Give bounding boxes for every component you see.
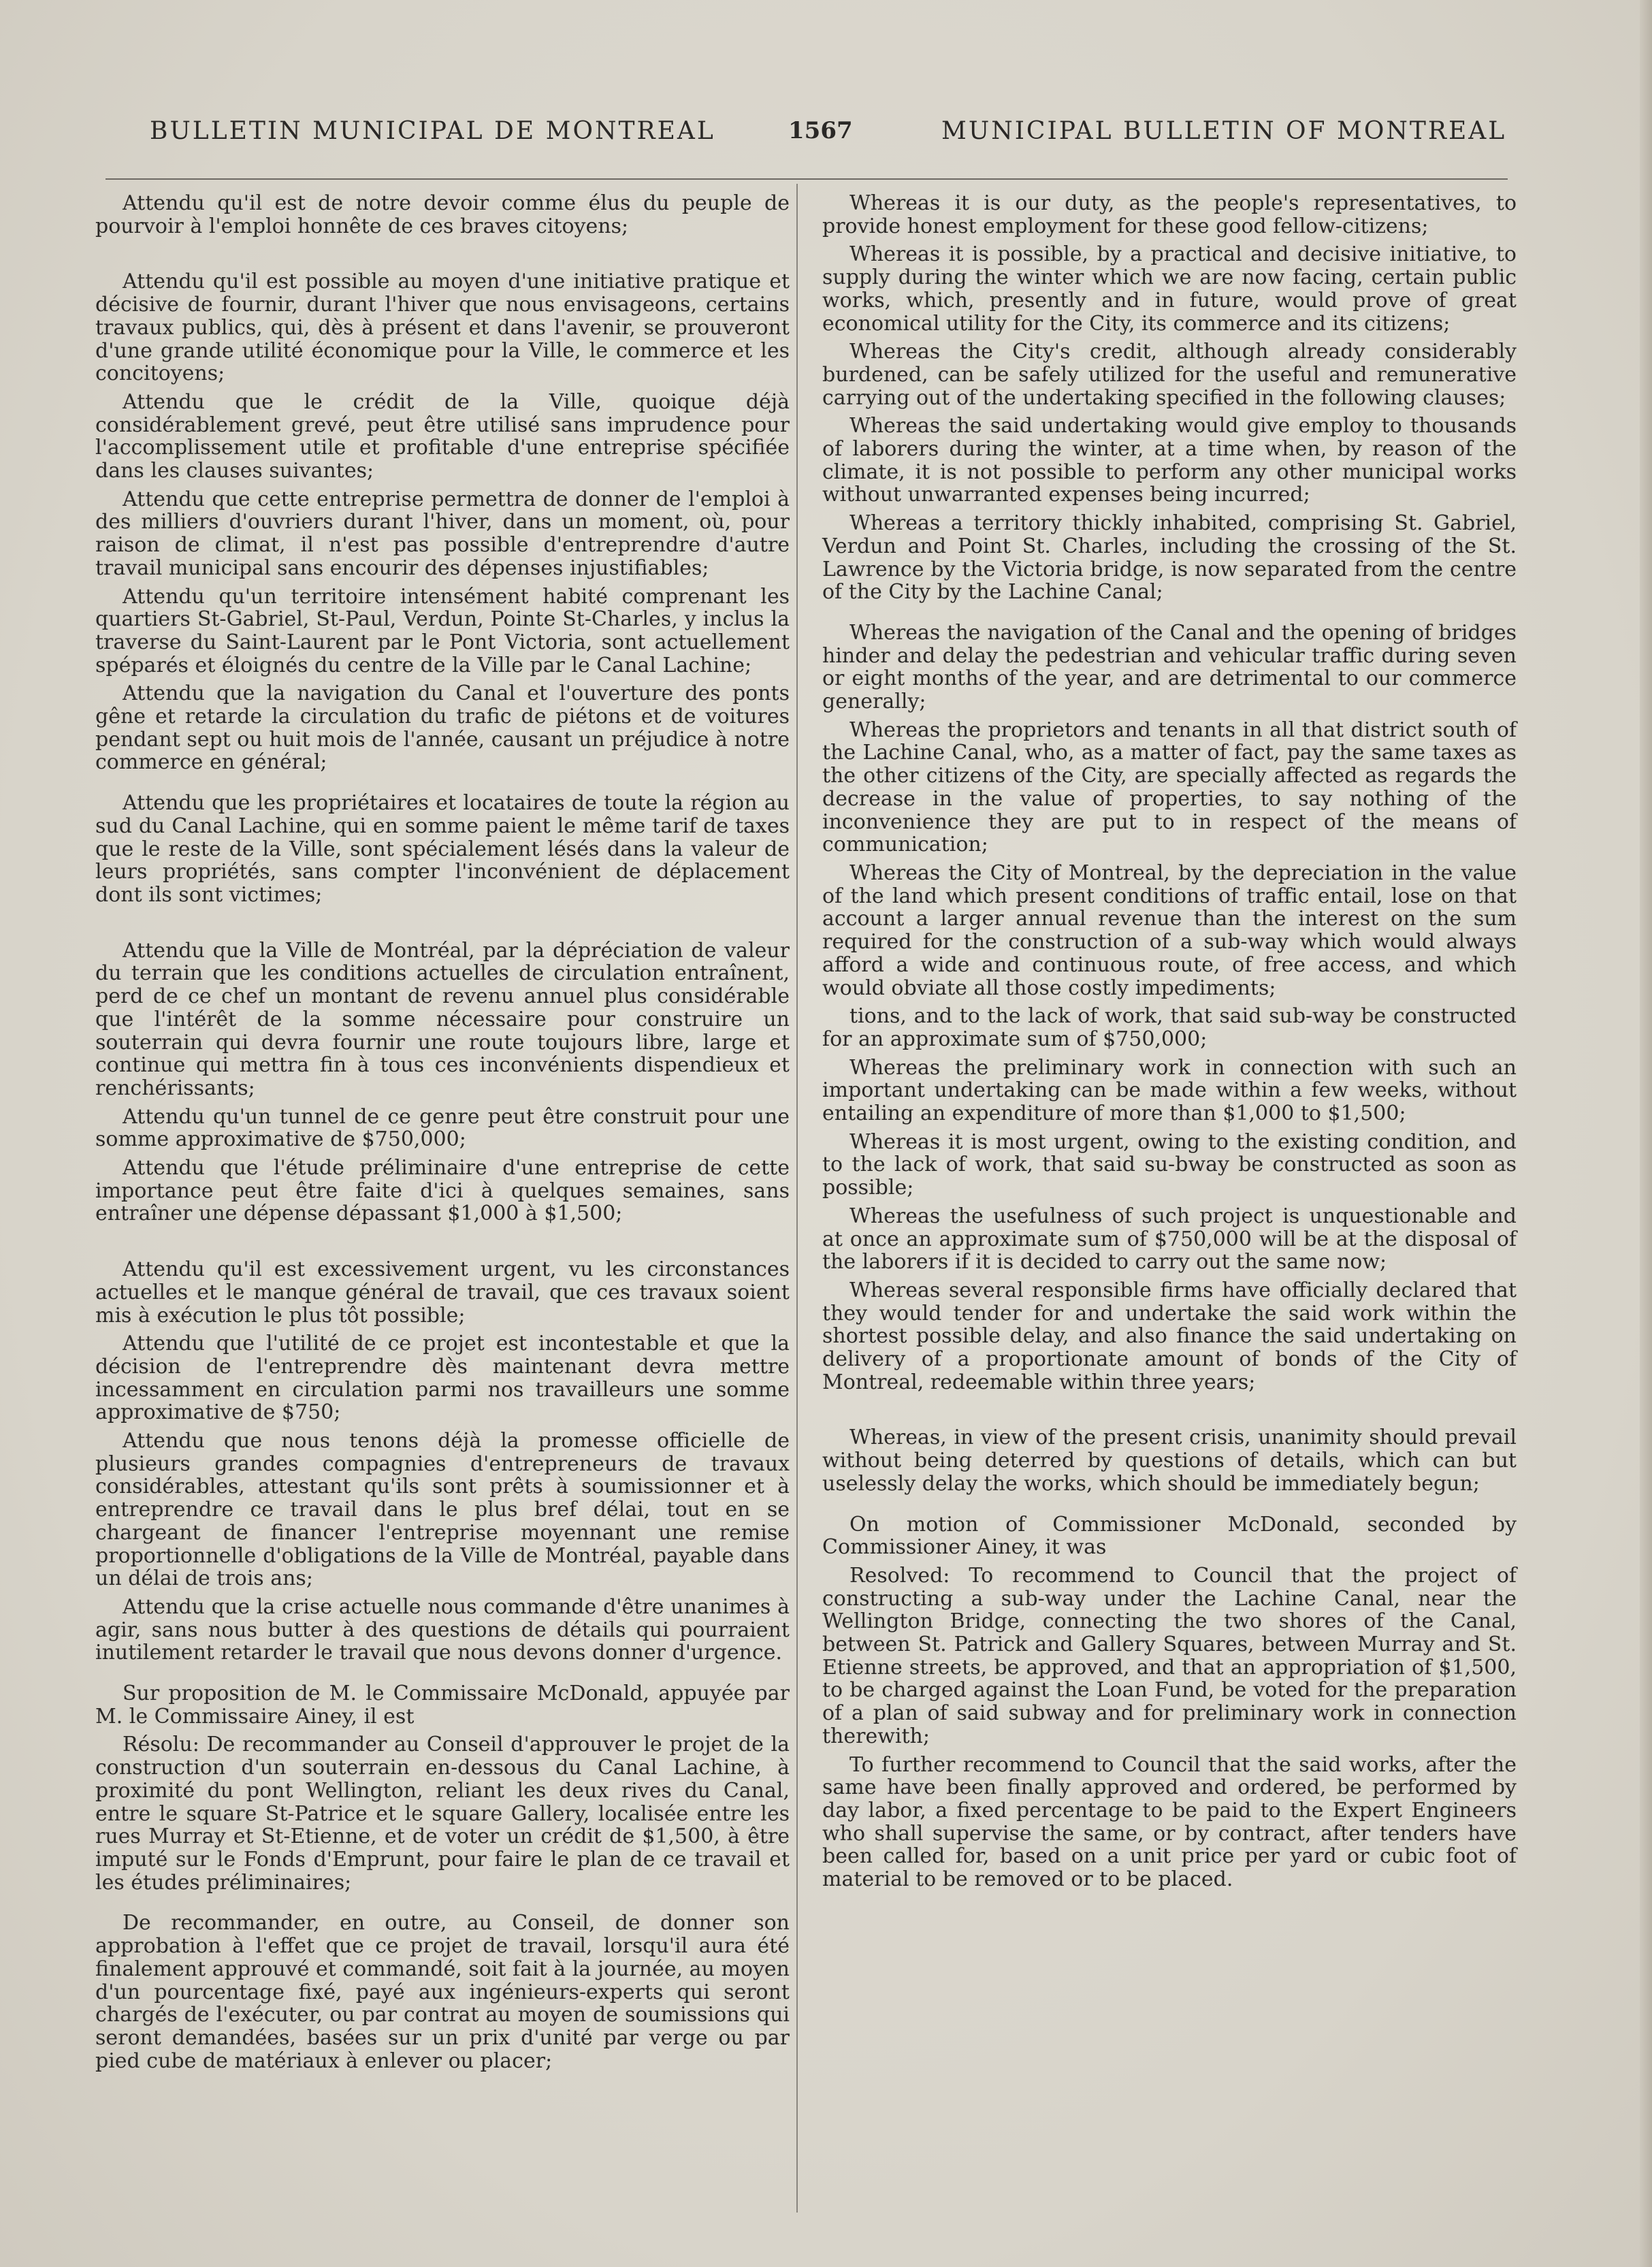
paragraph-fr-8: Attendu que la Ville de Montréal, par la dépréciation de valeur du terrain que les conditions actuelles de circulation entraînent, perd de ce chef un montant de revenu annuel plus considérable que l'intérêt de la somme nécessaire pour construire un souterrain qui devra fournir une route toujours libre, large et continue qui mettra fin à tous ces inconvénients dispendieux et renchérissants; bbox=[95, 938, 790, 1100]
motion-en: On motion of Commissioner McDonald, seconded by Commissioner Ainey, it was bbox=[822, 1512, 1517, 1560]
paragraph-fr-5: Attendu qu'un territoire intensément habité comprenant les quartiers St-Gabriel, St-Paul, Verdun, Pointe St-Charles, y inclus la traverse du Saint-Laurent par le Pont Victoria, sont actuellement spéparés et éloignés du centre de la Ville par le Canal Lachine; bbox=[95, 584, 790, 677]
recommendation-fr: De recommander, en outre, au Conseil, de donner son approbation à l'effet que ce projet de travail, lorsqu'il aura été finalement approuvé et commandé, soit fait à la journée, au moyen d'un pourcentage fixé, payé aux ingénieurs-experts qui seront chargés de l'exécuter, ou par contrat au moyen de soumissions qui seront demandées, basées sur un prix d'unité par verge ou par pied cube de matériaux à enlever ou placer; bbox=[95, 1911, 790, 2073]
recommendation-en: To further recommend to Council that the said works, after the same have been finally approved and ordered, be performed by day labor, a fixed percentage to be paid to the Expert Engineers who shall supervise the same, or by contract, after tenders have been called for, based on a unit price per yard or cubic foot of material to be removed or to be placed. bbox=[822, 1752, 1517, 1892]
paragraph-fr-6: Attendu que la navigation du Canal et l'ouverture des ponts gêne et retarde la circulation du trafic de piétons et de voitures pendant sept ou huit mois de l'année, causant un préjudice à notre commerce en général; bbox=[95, 681, 790, 775]
column-divider bbox=[796, 184, 798, 2213]
motion-fr: Sur proposition de M. le Commissaire McDonald, appuyée par M. le Commissaire Ainey, il est bbox=[95, 1682, 790, 1729]
resolution-en: Resolved: To recommend to Council that the project of constructing a sub-way under the Lachine Canal, near the Wellington Bridge, connecting the two shores of the Canal, between St. Patrick and Gallery Squares, between Murray and St. Etienne streets, be approved, and that an appropriation of $1,500, to be charged against the Loan Fund, be voted for the preparation of a plan of said subway and for preliminary work in connection therewith; bbox=[822, 1563, 1517, 1748]
paragraph-fr-4: Attendu que cette entreprise permettra de donner de l'emploi à des milliers d'ouvriers durant l'hiver, dans un moment, où, pour raison de climat, il n'est pas possible d'entreprendre d'autre travail municipal sans encourir des dépenses injustifiables; bbox=[95, 487, 790, 580]
paragraph-fr-3: Attendu que le crédit de la Ville, quoique déjà considérablement grevé, peut être utilisé sans imprudence pour l'accomplissement utile et profitable d'une entreprise spécifiée dans les clauses suivantes; bbox=[95, 389, 790, 483]
paragraph-en-11: Whereas it is most urgent, owing to the existing condition, and to the lack of work, that said su-bway be constructed as soon as possible; bbox=[822, 1129, 1517, 1200]
paragraph-fr-11: Attendu qu'il est excessivement urgent, vu les circonstances actuelles et le manque général de travail, que ces travaux soient mis à exécution le plus tôt possible; bbox=[95, 1257, 790, 1328]
paragraph-en-3: Whereas the City's credit, although already considerably burdened, can be safely utilized for the useful and remunerative carrying out of the undertaking specified in the following clauses; bbox=[822, 340, 1517, 410]
paragraph-en-6: Whereas the navigation of the Canal and the opening of bridges hinder and delay the pedestrian and vehicular traffic during seven or eight months of the year, and are detrimental to our commerce generally; bbox=[822, 620, 1517, 714]
paragraph-en-7: Whereas the proprietors and tenants in all that district south of the Lachine Canal, who, as a matter of fact, pay the same taxes as the other citizens of the City, are specially affected as regards the decrease in the value of properties, to say nothing of the inconvenience they are put to in respect of the means of communication; bbox=[822, 718, 1517, 857]
paragraph-en-1: Whereas it is our duty, as the people's representatives, to provide honest employment for these good fellow-citizens; bbox=[822, 191, 1517, 238]
paragraph-en-9: tions, and to the lack of work, that said sub-way be constructed for an approximate sum of $750,000; bbox=[822, 1004, 1517, 1051]
page-edge-shadow bbox=[1640, 0, 1652, 2267]
paragraph-fr-14: Attendu que la crise actuelle nous commande d'être unanimes à agir, sans nous butter à des questions de détails qui pourraient inutilement retarder le travail que nous devons donner d'urgence. bbox=[95, 1594, 790, 1665]
resolution-fr: Résolu: De recommander au Conseil d'approuver le projet de la construction d'un souterrain en-dessous du Canal Lachine, à proximité du pont Wellington, reliant les deux rives du Canal, entre le square St-Patrice et le square Gallery, localisée entre les rues Murray et St-Etienne, et de voter un crédit de $1,500, à être imputé sur le Fonds d'Emprunt, pour faire le plan de ce travail et les études préliminaires; bbox=[95, 1733, 790, 1895]
header-title-english: MUNICIPAL BULLETIN OF MONTREAL bbox=[941, 117, 1507, 145]
paragraph-en-5: Whereas a territory thickly inhabited, comprising St. Gabriel, Verdun and Point St. Charles, including the crossing of the St. Lawrence by the Victoria bridge, is now separated from the centre of the City by the Lachine Canal; bbox=[822, 511, 1517, 605]
paragraph-en-14: Whereas, in view of the present crisis, unanimity should prevail without being deterred by questions of details, which can but uselessly delay the works, which should be immediately begun; bbox=[822, 1426, 1517, 1496]
paragraph-fr-2: Attendu qu'il est possible au moyen d'une initiative pratique et décisive de fournir, durant l'hiver que nous envisageons, certains travaux publics, qui, dès à présent et dans l'avenir, se prouveront d'une grande utilité économique pour la Ville, le commerce et les concitoyens; bbox=[95, 270, 790, 386]
english-column bbox=[822, 192, 1517, 1891]
page-number: 1567 bbox=[788, 117, 853, 144]
french-column bbox=[95, 192, 790, 2072]
header-rule bbox=[106, 178, 1508, 180]
paragraph-fr-7: Attendu que les propriétaires et locataires de toute la région au sud du Canal Lachine, qui en somme paient le même tarif de taxes que le reste de la Ville, sont spécialement lésés dans la valeur de leurs propriétés, sans compter l'inconvénient de déplacement dont ils sont victimes; bbox=[95, 791, 790, 907]
header-title-french: BULLETIN MUNICIPAL DE MONTREAL bbox=[150, 117, 715, 145]
paragraph-fr-9: Attendu qu'un tunnel de ce genre peut être construit pour une somme approximative de $750,000; bbox=[95, 1104, 790, 1152]
paragraph-en-8: Whereas the City of Montreal, by the depreciation in the value of the land which present conditions of traffic entail, lose on that account a larger annual revenue than the interest on the sum required for the construction of a sub-way which would always afford a wide and continuous route, of free access, and which would obviate all those costly impediments; bbox=[822, 861, 1517, 1000]
paragraph-en-2: Whereas it is possible, by a practical and decisive initiative, to supply during the winter which we are now facing, certain public works, which, presently and in future, would prove of great economical utility for the City, its commerce and its citizens; bbox=[822, 242, 1517, 336]
paragraph-fr-10: Attendu que l'étude préliminaire d'une entreprise de cette importance peut être faite d'ici à quelques semaines, sans entraîner une dépense dépassant $1,000 à $1,500; bbox=[95, 1156, 790, 1226]
paragraph-en-10: Whereas the preliminary work in connection with such an important undertaking can be made within a few weeks, without entailing an expenditure of more than $1,000 to $1,500; bbox=[822, 1055, 1517, 1126]
paragraph-fr-13: Attendu que nous tenons déjà la promesse officielle de plusieurs grandes compagnies d'entrepreneurs de travaux considérables, attestant qu'ils sont prêts à soumissionner et à entreprendre ce travail dans le plus bref délai, tout en se chargeant de financer l'entreprise moyennant une remise proportionnelle d'obligations de la Ville de Montréal, payable dans un délai de trois ans; bbox=[95, 1429, 790, 1591]
paragraph-fr-12: Attendu que l'utilité de ce projet est incontestable et que la décision de l'entreprendre dès maintenant devra mettre incessamment en circulation parmi nos travailleurs une somme approximative de $750; bbox=[95, 1332, 790, 1425]
paragraph-en-4: Whereas the said undertaking would give employ to thousands of laborers during the winter, at a time when, by reason of the climate, it is not possible to perform any other municipal works without unwarranted expenses being incurred; bbox=[822, 414, 1517, 507]
paragraph-fr-1: Attendu qu'il est de notre devoir comme élus du peuple de pourvoir à l'emploi honnête de ces braves citoyens; bbox=[95, 191, 790, 238]
page-header bbox=[0, 117, 1652, 158]
paragraph-en-13: Whereas several responsible firms have officially declared that they would tender for and undertake the said work within the shortest possible delay, and also finance the said undertaking on delivery of a proportionate amount of bonds of the City of Montreal, redeemable within three years; bbox=[822, 1278, 1517, 1394]
paragraph-en-12: Whereas the usefulness of such project is unquestionable and at once an approximate sum of $750,000 will be at the disposal of the laborers if it is decided to carry out the same now; bbox=[822, 1204, 1517, 1274]
